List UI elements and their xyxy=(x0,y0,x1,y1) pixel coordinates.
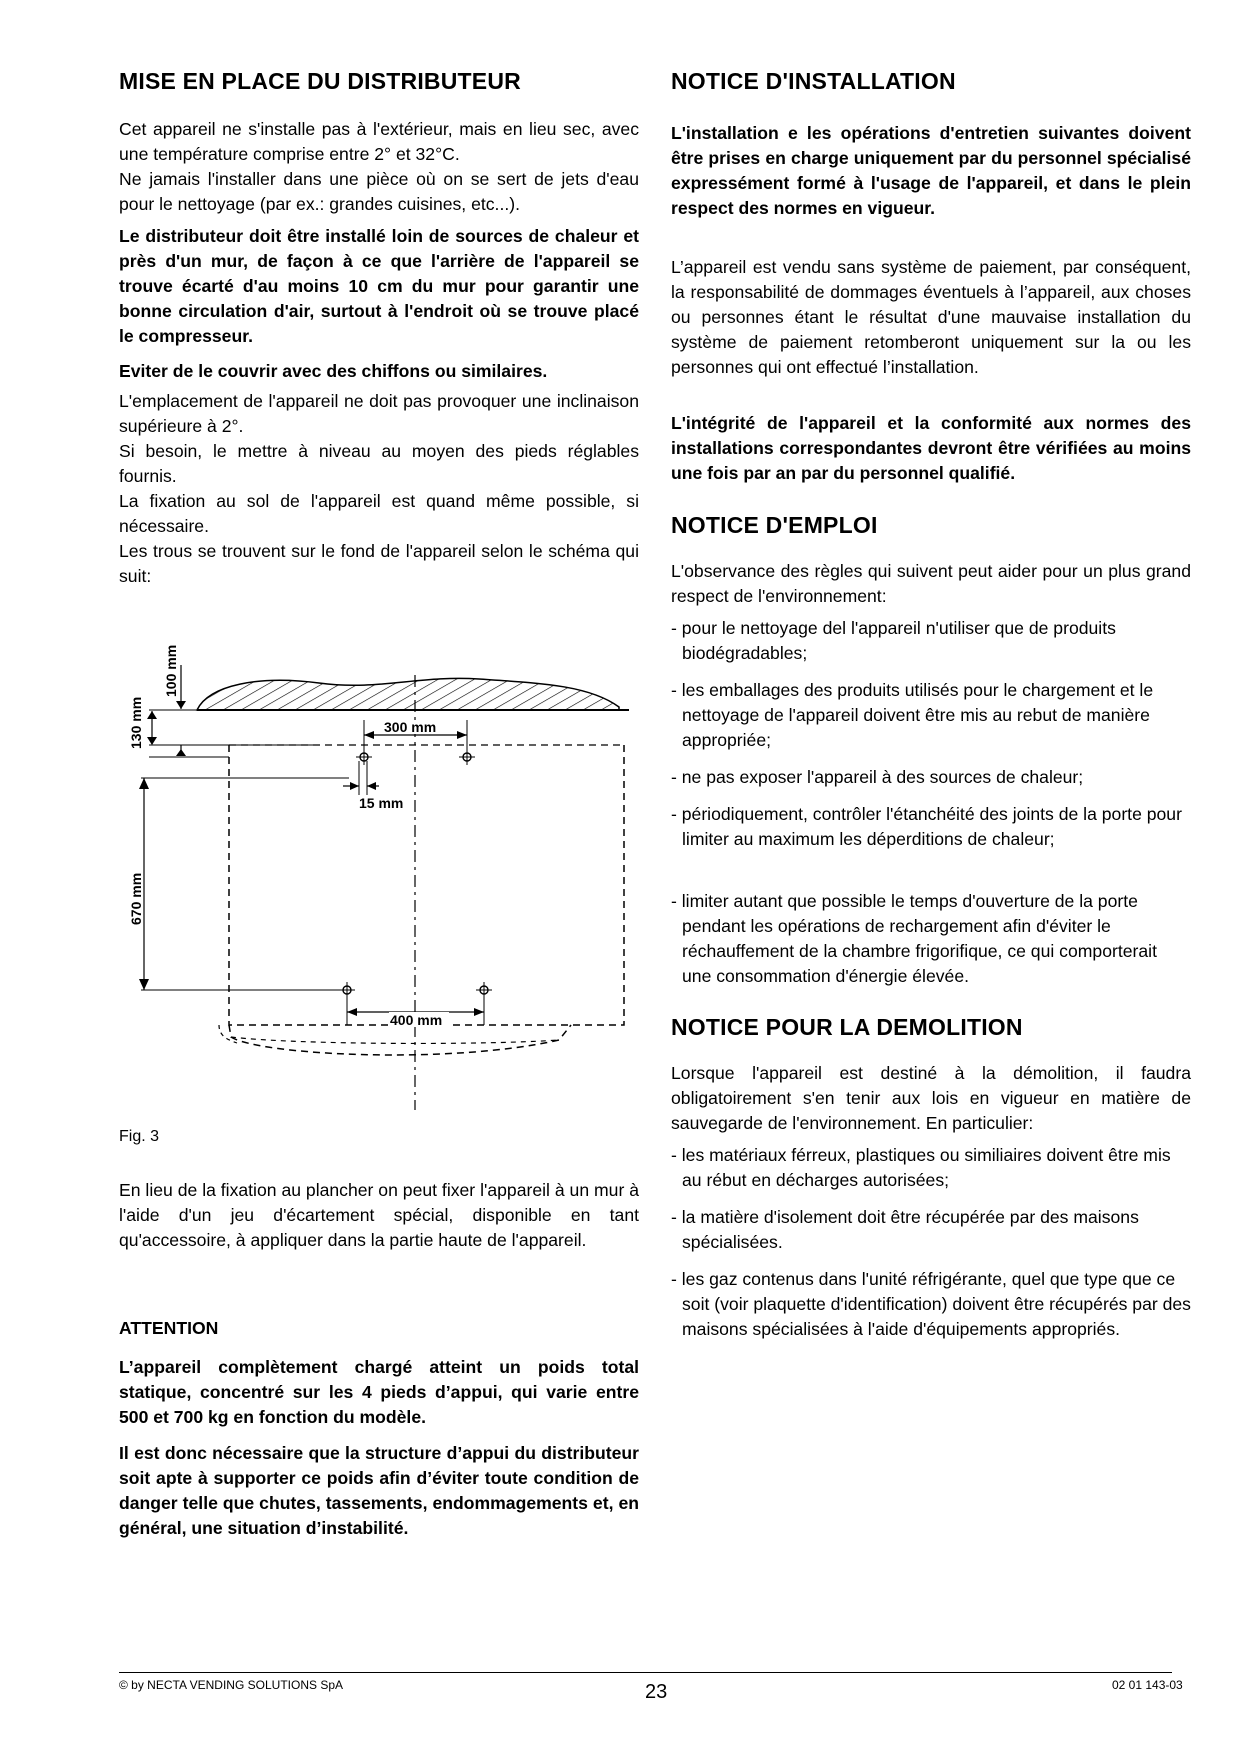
paragraph: L'observance des règles qui suivent peut aider pour un plus grand respect de l'environnement: xyxy=(671,561,1191,606)
list-item: - pour le nettoyage del l'appareil n'utiliser que de produits biodégradables; xyxy=(671,618,1116,663)
list-item: - les matériaux férreux, plastiques ou similiaires doivent être mis au rébut en décharges autorisées; xyxy=(671,1145,1171,1190)
floor-fixing-diagram xyxy=(119,645,639,1120)
section-title-installation-place: MISE EN PLACE DU DISTRIBUTEUR xyxy=(119,68,521,94)
paragraph-bold: L'installation e les opérations d'entretien suivantes doivent être prises en charge uniquement par du personnel spécialisé expressément formé à l'usage de l'appareil, et dans le plein respect des normes en vigueur. xyxy=(671,123,1191,218)
paragraph-bold: L'intégrité de l'appareil et la conformité aux normes des installations correspondantes devront être vérifiées au moins une fois par an par du personnel qualifié. xyxy=(671,413,1191,483)
footer-copyright: © by NECTA VENDING SOLUTIONS SpA xyxy=(119,1678,344,1692)
figure-caption: Fig. 3 xyxy=(119,1128,160,1145)
paragraph-bold: Le distributeur doit être installé loin de sources de chaleur et près d'un mur, de façon à ce que l'arrière de l'appareil se trouve écarté d'au moins 10 cm du mur pour garantir une bonne circulation d'air, surtout à l'endroit où se trouve placé le compresseur. xyxy=(119,226,639,346)
fixing-hole-top-left xyxy=(356,749,372,765)
dim-label-300: 300 mm xyxy=(384,719,437,735)
page-number: 23 xyxy=(645,1681,668,1703)
footer-rule xyxy=(119,1672,1172,1673)
paragraph-bold: Eviter de le couvrir avec des chiffons ou similaires. xyxy=(119,361,548,381)
paragraph: Si besoin, le mettre à niveau au moyen des pieds réglables fournis. xyxy=(119,441,639,486)
paragraph: L'emplacement de l'appareil ne doit pas provoquer une inclinaison supérieure à 2°. xyxy=(119,391,639,436)
paragraph-bold: Il est donc nécessaire que la structure d’appui du distributeur soit apte à supporter ce poids afin d’éviter toute condition de danger telle que chutes, tassements, endommagements et, en général, une situation d’instabilité. xyxy=(119,1443,639,1538)
section-title-usage-notice: NOTICE D'EMPLOI xyxy=(671,512,878,538)
paragraph: Cet appareil ne s'installe pas à l'extérieur, mais en lieu sec, avec une température comprise entre 2° et 32°C. xyxy=(119,119,639,164)
list-item: - ne pas exposer l'appareil à des sources de chaleur; xyxy=(671,767,1084,787)
section-title-installation-notice: NOTICE D'INSTALLATION xyxy=(671,68,956,94)
dim-label-400: 400 mm xyxy=(390,1012,443,1028)
list-item: - périodiquement, contrôler l'étanchéité des joints de la porte pour limiter au maximum les déperditions de chaleur; xyxy=(671,804,1182,849)
fixing-hole-top-right xyxy=(459,749,475,765)
document-code: 02 01 143-03 xyxy=(1112,1678,1183,1692)
paragraph: Ne jamais l'installer dans une pièce où on se sert de jets d'eau pour le nettoyage (par ex.: grandes cuisines, etc...). xyxy=(119,169,639,214)
dim-label-670: 670 mm xyxy=(128,872,144,925)
fixing-holes-schematic xyxy=(119,645,639,1115)
dim-label-15: 15 mm xyxy=(359,795,404,811)
section-title-demolition-notice: NOTICE POUR LA DEMOLITION xyxy=(671,1014,1023,1040)
attention-heading: ATTENTION xyxy=(119,1318,219,1338)
dim-label-100: 100 mm xyxy=(163,645,179,697)
paragraph: Les trous se trouvent sur le fond de l'appareil selon le schéma qui suit: xyxy=(119,541,639,586)
list-item: - les emballages des produits utilisés pour le chargement et le nettoyage de l'appareil doivent être mis au rebut de manière appropriée; xyxy=(671,680,1154,750)
appliance-outline xyxy=(229,745,624,1025)
paragraph: L’appareil est vendu sans système de paiement, par conséquent, la responsabilité de dommages éventuels à l’appareil, aux choses ou personnes étant le résultat d'une mauvaise installation du système de paiement retomberont uniquement sur la ou les personnes qui ont effectué l’installation. xyxy=(671,257,1191,377)
list-item: - limiter autant que possible le temps d'ouverture de la porte pendant les opérations de rechargement afin d'éviter le réchauffement de la chambre frigorifique, ce qui comporterait une consommation d'énergie élevée. xyxy=(671,891,1157,986)
paragraph: En lieu de la fixation au plancher on peut fixer l'appareil à un mur à l'aide d'un jeu d'écartement spécial, disponible en tant qu'accessoire, à appliquer dans la partie haute de l'appareil. xyxy=(119,1180,639,1250)
paragraph: La fixation au sol de l'appareil est quand même possible, si nécessaire. xyxy=(119,491,639,536)
list-item: - la matière d'isolement doit être récupérée par des maisons spécialisées. xyxy=(671,1207,1139,1252)
paragraph: Lorsque l'appareil est destiné à la démolition, il faudra obligatoirement s'en tenir aux lois en vigueur en matière de sauvegarde de l'environnement. En particulier: xyxy=(671,1063,1191,1133)
dim-label-130: 130 mm xyxy=(128,696,144,749)
paragraph-bold: L’appareil complètement chargé atteint un poids total statique, concentré sur les 4 pieds d’appui, qui varie entre 500 et 700 kg en fonction du modèle. xyxy=(119,1357,639,1427)
wall-hatch xyxy=(197,678,619,710)
list-item: - les gaz contenus dans l'unité réfrigérante, quel que type que ce soit (voir plaquette d'identification) doivent être récupérés par des maisons spécialisées à l'aide d'équipements appropriés. xyxy=(671,1269,1191,1339)
